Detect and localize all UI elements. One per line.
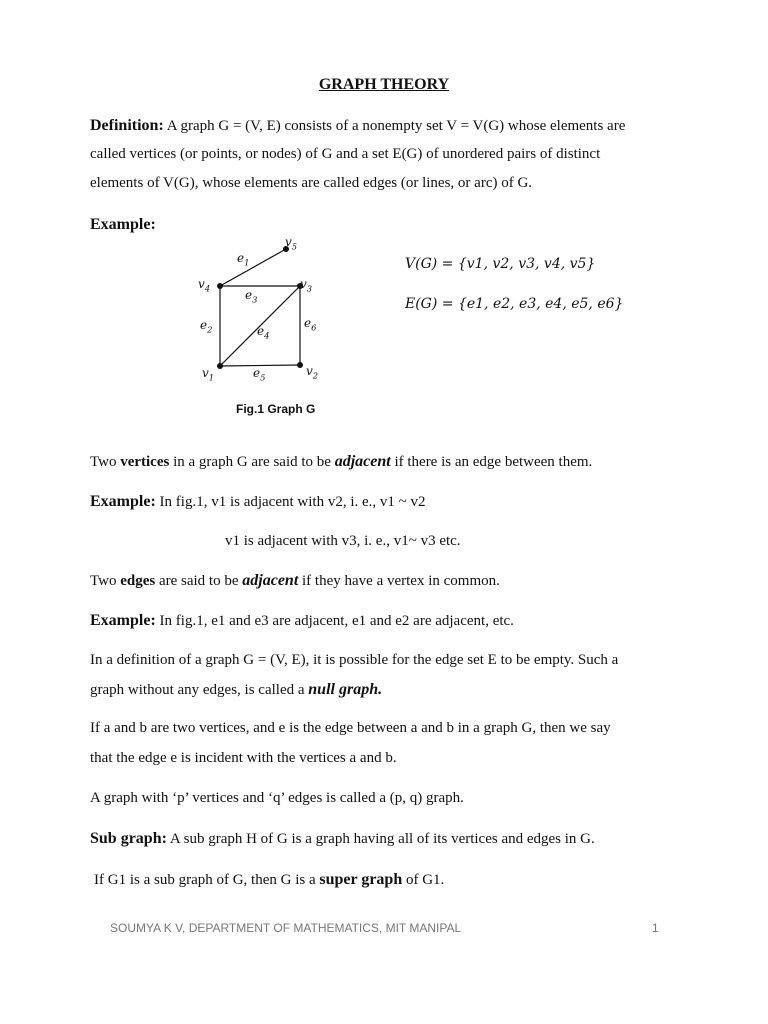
adjacent-vertices-line xyxy=(90,453,592,471)
term-adjacent: adjacent xyxy=(334,453,391,470)
subgraph-line xyxy=(90,830,595,848)
pq-graph-line: A graph with ‘p’ vertices and ‘q’ edges is called a (p, q) graph. xyxy=(90,790,464,806)
label-v4: $v_4$ xyxy=(198,277,211,294)
edge-set: E(G) = {e1, e2, e3, e4, e5, e6} xyxy=(405,296,624,312)
figure-caption: Fig.1 Graph G xyxy=(236,402,316,416)
label-v1: $v_1$ xyxy=(202,366,215,383)
definition-line-1 xyxy=(90,117,625,135)
null-graph-line-1: In a definition of a graph G = (V, E), it is possible for the edge set E to be empty. Such a xyxy=(90,652,619,668)
definition-text-1: A graph G = (V, E) consists of a nonempty set V = V(G) whose elements are xyxy=(166,118,626,134)
text: if they have a vertex in common. xyxy=(302,573,500,589)
example3-text: In fig.1, e1 and e3 are adjacent, e1 and e2 are adjacent, etc. xyxy=(159,613,514,629)
label-e4: $e_4$ xyxy=(257,324,270,341)
edge-e1 xyxy=(220,249,286,286)
label-v2: $v_2$ xyxy=(306,364,319,381)
page-number: 1 xyxy=(652,921,659,935)
term-adjacent: adjacent xyxy=(242,572,299,589)
label-e3: $e_3$ xyxy=(245,288,258,305)
adjacent-edges-line xyxy=(90,572,500,590)
label-e6: $e_6$ xyxy=(304,316,317,333)
text: Two xyxy=(90,454,117,470)
term-vertices: vertices xyxy=(120,454,170,470)
supergraph-line xyxy=(94,871,444,889)
subgraph-text: A sub graph H of G is a graph having all of its vertices and edges in G. xyxy=(169,831,595,847)
subgraph-label: Sub graph: xyxy=(90,830,167,847)
definition-line-2: called vertices (or points, or nodes) of G and a set E(G) of unordered pairs of distinct xyxy=(90,146,601,162)
label-e2: $e_2$ xyxy=(200,318,213,335)
term-edges: edges xyxy=(120,573,156,589)
text: If G1 is a sub graph of G, then G is a xyxy=(94,872,316,888)
page-title: GRAPH THEORY xyxy=(318,76,450,93)
label-v5: $v_5$ xyxy=(285,235,298,252)
term-null-graph: null graph. xyxy=(308,681,383,698)
example3-line xyxy=(90,612,514,630)
example2-line-2: v1 is adjacent with v3, i. e., v1~ v3 etc. xyxy=(225,533,461,549)
text: graph without any edges, is called a xyxy=(90,682,305,698)
vertex-v2 xyxy=(297,362,303,368)
term-super-graph: super graph xyxy=(319,871,403,888)
null-graph-line-2 xyxy=(90,681,382,699)
vertex-v4 xyxy=(217,283,223,289)
label-v3: $v_3$ xyxy=(300,277,313,294)
label-e1: $e_1$ xyxy=(237,251,250,268)
text: of G1. xyxy=(405,872,445,888)
example2-line-1 xyxy=(90,493,426,511)
example-heading: Example: xyxy=(90,216,156,233)
label-e5: $e_5$ xyxy=(253,366,266,383)
text: in a graph G are said to be xyxy=(173,454,331,470)
text: Two xyxy=(90,573,117,589)
text: if there is an edge between them. xyxy=(394,454,593,470)
incident-line-1: If a and b are two vertices, and e is the edge between a and b in a graph G, then we say xyxy=(90,720,611,736)
text: are said to be xyxy=(158,573,239,589)
definition-label: Definition: xyxy=(90,117,164,134)
incident-line-2: that the edge e is incident with the vertices a and b. xyxy=(90,750,397,766)
example2-label: Example: xyxy=(90,493,156,510)
definition-line-3: elements of V(G), whose elements are called edges (or lines, or arc) of G. xyxy=(90,175,533,191)
example2-text-1: In fig.1, v1 is adjacent with v2, i. e., v1 ~ v2 xyxy=(159,494,426,510)
example3-label: Example: xyxy=(90,612,156,629)
vertex-set: V(G) = {v1, v2, v3, v4, v5} xyxy=(405,256,596,272)
vertex-v1 xyxy=(217,363,223,369)
footer-text: SOUMYA K V, DEPARTMENT OF MATHEMATICS, MIT MANIPAL xyxy=(110,921,462,935)
